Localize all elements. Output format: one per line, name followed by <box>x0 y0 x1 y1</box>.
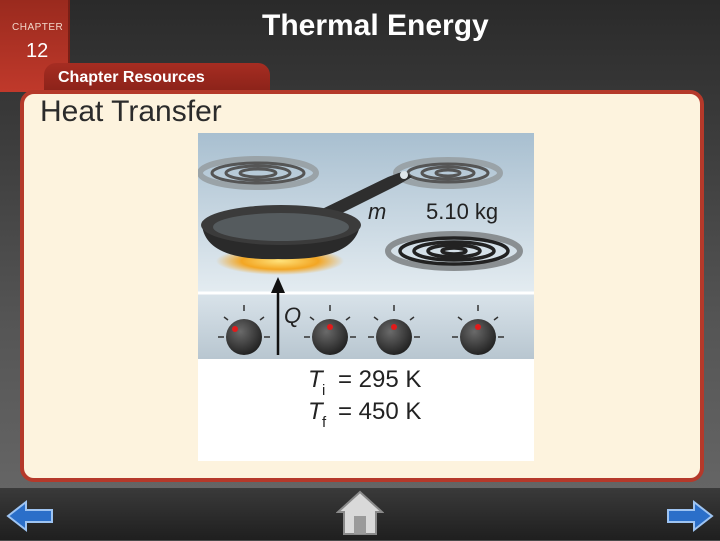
heat-transfer-figure <box>198 133 534 461</box>
tf-symbol: T <box>308 398 323 425</box>
slide-heading: Heat Transfer <box>40 95 222 128</box>
home-icon <box>336 490 384 536</box>
home-button[interactable] <box>336 490 384 541</box>
mass-symbol: m <box>368 199 387 224</box>
slide-title: Thermal Energy <box>262 9 489 42</box>
forward-button[interactable] <box>666 498 714 539</box>
chapter-number: 12 <box>26 40 49 62</box>
chapter-resources-label: Chapter Resources <box>58 69 205 86</box>
mass-value: 5.10 kg <box>426 199 499 224</box>
ti-symbol: T <box>308 366 323 393</box>
left-arrow-icon <box>6 498 54 534</box>
ti-subscript: i <box>322 382 326 399</box>
stove-illustration <box>198 133 534 461</box>
tf-subscript: f <box>322 414 327 431</box>
ti-value: = 295 K <box>338 366 422 393</box>
right-arrow-icon <box>666 498 714 534</box>
back-button[interactable] <box>6 498 54 539</box>
heat-symbol: Q <box>284 303 302 328</box>
chapter-label: CHAPTER <box>12 22 64 33</box>
tf-value: = 450 K <box>338 398 422 425</box>
